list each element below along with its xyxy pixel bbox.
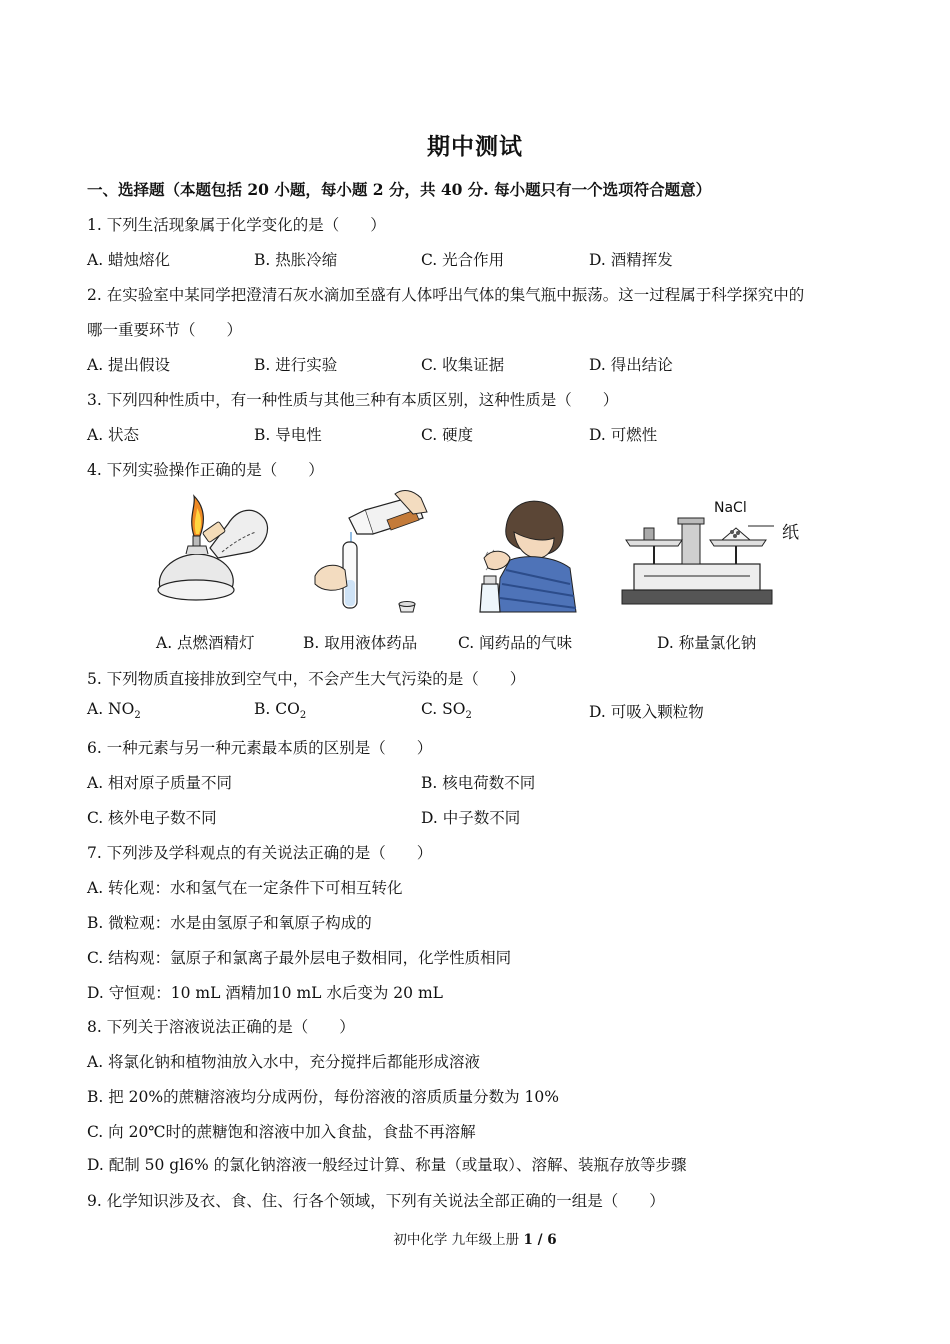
question-1-option-c: C. 光合作用 xyxy=(421,251,505,269)
question-4-option-b: B. 取用液体药品 xyxy=(303,634,418,652)
nacl-label: NaCl xyxy=(714,500,747,516)
question-1-stem: 1. 下列生活现象属于化学变化的是（ ） xyxy=(87,216,386,234)
question-7-option-c: C. 结构观：氩原子和氯离子最外层电子数相同，化学性质相同 xyxy=(87,949,512,967)
page-footer: 初中化学 九年级上册 1 / 6 xyxy=(393,1232,557,1248)
question-7-option-a: A. 转化观：水和氢气在一定条件下可相互转化 xyxy=(87,879,403,897)
question-6-option-d: D. 中子数不同 xyxy=(421,809,521,827)
balance-illustration xyxy=(618,488,788,618)
question-4-option-c: C. 闻药品的气味 xyxy=(458,634,573,652)
question-6-stem: 6. 一种元素与另一种元素最本质的区别是（ ） xyxy=(87,739,433,757)
question-1-option-d: D. 酒精挥发 xyxy=(589,251,673,269)
question-3-option-d: D. 可燃性 xyxy=(589,426,658,444)
question-6-option-b: B. 核电荷数不同 xyxy=(421,774,536,792)
question-6-option-c: C. 核外电子数不同 xyxy=(87,809,217,827)
question-5-option-a: A. $NO_2$ xyxy=(87,700,141,722)
question-2-option-d: D. 得出结论 xyxy=(589,356,673,374)
question-8-option-a: A. 将氯化钠和植物油放入水中，充分搅拌后都能形成溶液 xyxy=(87,1053,481,1071)
section-heading: 一、选择题（本题包括 20 小题，每小题 2 分，共 40 分. 每小题只有一个选项符合题意） xyxy=(87,180,712,199)
question-6-option-a: A. 相对原子质量不同 xyxy=(87,774,233,792)
question-2-option-b: B. 进行实验 xyxy=(254,356,338,374)
alcohol-lamp-illustration xyxy=(152,488,277,618)
question-1-option-b: B. 热胀冷缩 xyxy=(254,251,338,269)
question-7-stem: 7. 下列涉及学科观点的有关说法正确的是（ ） xyxy=(87,844,433,862)
question-5-option-c: C. $SO_2$ xyxy=(421,700,472,722)
question-7-option-d: D. 守恒观：10 mL 酒精加10 mL 水后变为 20 mL xyxy=(87,984,443,1002)
pour-liquid-illustration xyxy=(303,488,428,618)
smell-chemical-illustration xyxy=(458,488,583,618)
question-8-stem: 8. 下列关于溶液说法正确的是（ ） xyxy=(87,1018,355,1036)
question-1-option-a: A. 蜡烛熔化 xyxy=(87,251,171,269)
paper-label: 纸 xyxy=(782,523,799,543)
question-4-option-d: D. 称量氯化钠 xyxy=(657,634,757,652)
question-5-option-b: B. $CO_2$ xyxy=(254,700,307,722)
question-7-option-b: B. 微粒观：水是由氢原子和氧原子构成的 xyxy=(87,914,372,932)
question-3-option-c: C. 硬度 xyxy=(421,426,474,444)
question-8-option-b: B. 把 20%的蔗糖溶液均分成两份，每份溶液的溶质质量分数为 10% xyxy=(87,1088,560,1106)
question-8-option-d: D. 配制 50 gl6% 的氯化钠溶液一般经过计算、称量（或量取）、溶解、装瓶存放等步骤 xyxy=(87,1156,687,1174)
question-3-option-b: B. 导电性 xyxy=(254,426,322,444)
question-9-stem: 9. 化学知识涉及衣、食、住、行各个领域，下列有关说法全部正确的一组是（ ） xyxy=(87,1192,665,1210)
question-4-option-a: A. 点燃酒精灯 xyxy=(156,634,255,652)
question-2-stem-line1: 2. 在实验室中某同学把澄清石灰水滴加至盛有人体呼出气体的集气瓶中振荡。这一过程属于科学探究中的 xyxy=(87,286,805,304)
question-3-stem: 3. 下列四种性质中，有一种性质与其他三种有本质区别，这种性质是（ ） xyxy=(87,391,619,409)
question-5-stem: 5. 下列物质直接排放到空气中，不会产生大气污染的是（ ） xyxy=(87,670,526,688)
question-8-option-c: C. 向 20℃时的蔗糖饱和溶液中加入食盐，食盐不再溶解 xyxy=(87,1123,476,1141)
question-2-stem-line2: 哪一重要环节（ ） xyxy=(87,321,243,339)
question-3-option-a: A. 状态 xyxy=(87,426,140,444)
question-5-option-d: D. 可吸入颗粒物 xyxy=(589,703,704,721)
page-title: 期中测试 xyxy=(427,133,523,160)
question-4-stem: 4. 下列实验操作正确的是（ ） xyxy=(87,461,324,479)
question-2-option-a: A. 提出假设 xyxy=(87,356,171,374)
question-2-option-c: C. 收集证据 xyxy=(421,356,505,374)
